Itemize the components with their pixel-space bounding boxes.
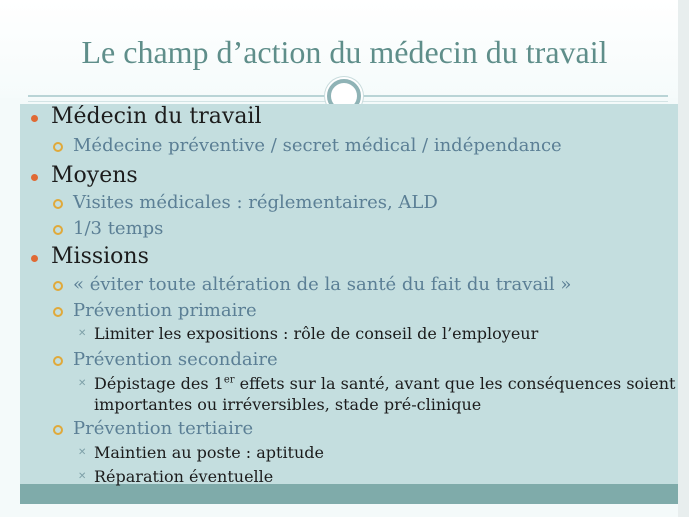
hollow-circle-icon <box>53 307 63 317</box>
window-edge <box>678 0 689 517</box>
depistage-text-end: effets sur la santé, avant que les conséquences soient <box>234 374 676 393</box>
sub-sub-bullet-depistage-continued: importantes ou irréversibles, stade pré-clinique <box>94 395 482 414</box>
x-mark-icon: ✕ <box>78 447 87 458</box>
depistage-text-start: Dépistage des 1 <box>94 374 224 393</box>
sub-bullet-medecine-preventive: Médecine préventive / secret médical / indépendance <box>73 135 562 156</box>
hollow-circle-icon <box>53 356 63 366</box>
hollow-circle-icon <box>53 225 63 235</box>
filled-dot-icon <box>31 115 38 122</box>
x-mark-icon: ✕ <box>78 328 87 339</box>
sub-bullet-prevention-tertiaire: Prévention tertiaire <box>73 418 254 439</box>
footer-bar <box>20 484 678 504</box>
hollow-circle-icon <box>53 425 63 435</box>
sub-bullet-prevention-primaire: Prévention primaire <box>73 300 257 321</box>
bullet-medecin-du-travail: Médecin du travail <box>51 104 262 129</box>
slide-title: Le champ d’action du médecin du travail <box>81 34 608 70</box>
sub-sub-bullet-maintien-poste: Maintien au poste : aptitude <box>94 443 324 462</box>
sub-bullet-eviter-alteration: « éviter toute altération de la santé du fait du travail » <box>73 274 572 295</box>
filled-dot-icon <box>31 255 38 262</box>
filled-dot-icon <box>31 174 38 181</box>
ring-inner <box>335 87 353 105</box>
sub-sub-bullet-depistage <box>94 374 675 394</box>
sub-sub-bullet-limiter-expositions: Limiter les expositions : rôle de conseil de l’employeur <box>94 324 539 343</box>
sub-bullet-prevention-secondaire: Prévention secondaire <box>73 349 278 370</box>
sub-bullet-visites-medicales: Visites médicales : réglementaires, ALD <box>73 192 438 213</box>
hollow-circle-icon <box>53 281 63 291</box>
sub-sub-bullet-reparation: Réparation éventuelle <box>94 467 274 486</box>
x-mark-icon: ✕ <box>78 471 87 482</box>
superscript-er: er <box>223 374 235 386</box>
hollow-circle-icon <box>53 199 63 209</box>
bullet-missions: Missions <box>51 244 149 269</box>
x-mark-icon: ✕ <box>78 378 87 389</box>
sub-bullet-temps: 1/3 temps <box>73 218 164 239</box>
bullet-moyens: Moyens <box>51 163 138 188</box>
hollow-circle-icon <box>53 142 63 152</box>
